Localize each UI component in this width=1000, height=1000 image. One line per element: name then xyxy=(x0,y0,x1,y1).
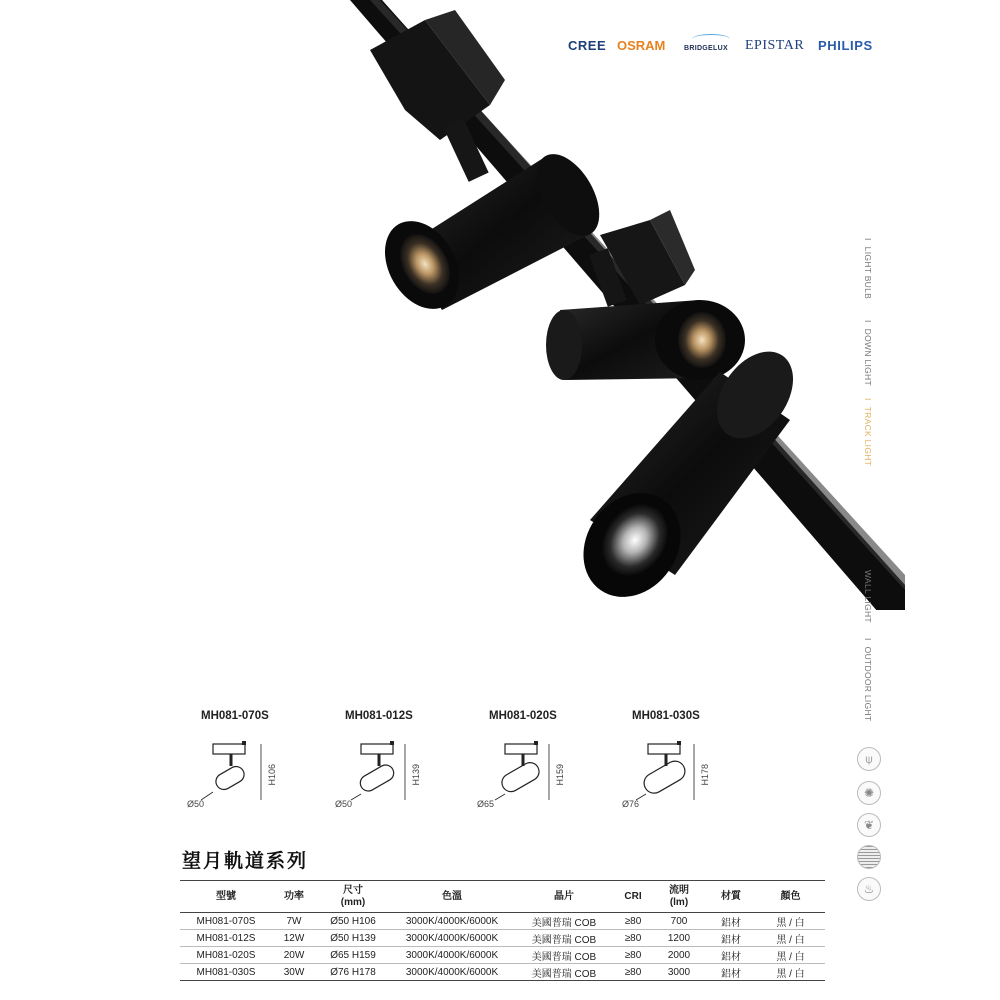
cell-color: 黑 / 白 xyxy=(756,964,825,981)
nav-item-outdoor-light[interactable]: IOUTDOOR LIGHT xyxy=(863,638,873,722)
cell-cri: ≥80 xyxy=(614,964,652,981)
dimmer-icon: ⍦ xyxy=(857,747,881,771)
header-power: 功率 xyxy=(272,881,316,913)
cell-model: MH081-070S xyxy=(180,913,272,930)
cell-color: 黑 / 白 xyxy=(756,930,825,947)
sun-icon: ✺ xyxy=(857,781,881,805)
cell-cct: 3000K/4000K/6000K xyxy=(390,947,514,964)
osram-logo: OSRAM xyxy=(617,38,666,53)
cree-logo: CREE xyxy=(568,38,607,53)
philips-logo: PHILIPS xyxy=(818,38,873,53)
cell-size: Ø50 H106 xyxy=(316,913,390,930)
cell-power: 12W xyxy=(272,930,316,947)
grille-icon xyxy=(857,845,881,869)
cell-chip: 美國普瑞 COB xyxy=(514,930,614,947)
series-title: 望月軌道系列 xyxy=(182,850,309,872)
model-name: MH081-030S xyxy=(632,710,700,722)
cell-model: MH081-012S xyxy=(180,930,272,947)
track-adapter-middle xyxy=(589,210,695,307)
cell-cri: ≥80 xyxy=(614,913,652,930)
header-size xyxy=(316,881,390,913)
cell-color: 黑 / 白 xyxy=(756,947,825,964)
spotlight-middle xyxy=(546,300,745,380)
cell-power: 30W xyxy=(272,964,316,981)
cell-cct: 3000K/4000K/6000K xyxy=(390,930,514,947)
cell-flux: 3000 xyxy=(652,964,706,981)
cell-chip: 美國普瑞 COB xyxy=(514,964,614,981)
model-card-2 xyxy=(335,708,465,813)
height-label: H106 xyxy=(267,764,277,786)
header-model: 型號 xyxy=(180,881,272,913)
header-flux-line2: (lm) xyxy=(669,896,689,908)
table-row xyxy=(180,947,825,964)
leaf-icon: ❦ xyxy=(857,813,881,837)
cell-power: 7W xyxy=(272,913,316,930)
cell-cri: ≥80 xyxy=(614,947,652,964)
table-row xyxy=(180,930,825,947)
cell-size: Ø76 H178 xyxy=(316,964,390,981)
cell-size: Ø65 H159 xyxy=(316,947,390,964)
nav-item-label: DOWN LIGHT xyxy=(863,328,873,386)
diameter-label: Ø50 xyxy=(187,799,205,809)
cell-material: 鋁材 xyxy=(706,964,756,981)
nav-item-label: TRACK LIGHT xyxy=(863,406,873,467)
cell-power: 20W xyxy=(272,947,316,964)
spotlight-upper xyxy=(370,144,612,323)
diameter-label: Ø65 xyxy=(477,799,495,809)
cell-flux: 1200 xyxy=(652,930,706,947)
header-size-line1: 尺寸 xyxy=(343,884,363,896)
cell-color: 黑 / 白 xyxy=(756,913,825,930)
nav-item-down-light[interactable]: IDOWN LIGHT xyxy=(863,320,873,386)
epistar-logo: EPISTAR xyxy=(745,38,805,53)
cell-flux: 2000 xyxy=(652,947,706,964)
cell-chip: 美國普瑞 COB xyxy=(514,947,614,964)
header-size-line2: (mm) xyxy=(340,896,366,908)
cell-material: 鋁材 xyxy=(706,930,756,947)
cell-material: 鋁材 xyxy=(706,947,756,964)
cell-cct: 3000K/4000K/6000K xyxy=(390,964,514,981)
height-label: H159 xyxy=(555,764,565,786)
cell-flux: 700 xyxy=(652,913,706,930)
model-card-4 xyxy=(622,708,752,813)
track-light-hero-image xyxy=(330,0,905,610)
header-material: 材質 xyxy=(706,881,756,913)
header-flux xyxy=(652,881,706,913)
cell-chip: 美國普瑞 COB xyxy=(514,913,614,930)
header-color: 顏色 xyxy=(756,881,825,913)
flame-icon: ♨ xyxy=(857,877,881,901)
table-row xyxy=(180,913,825,930)
model-card-1 xyxy=(187,708,321,813)
cell-cct: 3000K/4000K/6000K xyxy=(390,913,514,930)
nav-item-wall-light[interactable] xyxy=(863,570,873,623)
nav-item-track-light[interactable]: ITRACK LIGHT xyxy=(863,398,873,467)
model-name: MH081-020S xyxy=(489,710,557,722)
feature-icons xyxy=(857,745,885,905)
table-row xyxy=(180,964,825,981)
cell-material: 鋁材 xyxy=(706,913,756,930)
nav-item-label: OUTDOOR LIGHT xyxy=(863,646,873,722)
header-cri: CRI xyxy=(614,881,652,913)
bridgelux-logo-text: BRIDGELUX xyxy=(684,45,728,52)
diameter-label: Ø76 xyxy=(622,799,640,809)
spec-table xyxy=(180,880,825,981)
cell-cri: ≥80 xyxy=(614,930,652,947)
header-chip: 晶片 xyxy=(514,881,614,913)
cell-size: Ø50 H139 xyxy=(316,930,390,947)
model-card-3 xyxy=(477,708,609,813)
diameter-label: Ø50 xyxy=(335,799,353,809)
category-side-nav xyxy=(855,230,885,740)
height-label: H139 xyxy=(411,764,421,786)
cell-model: MH081-030S xyxy=(180,964,272,981)
height-label: H178 xyxy=(700,764,710,786)
nav-item-label: LIGHT BULB xyxy=(863,246,873,300)
model-name: MH081-012S xyxy=(345,710,413,722)
header-flux-line1: 流明 xyxy=(669,884,689,896)
table-header-row xyxy=(180,881,825,913)
model-name: MH081-070S xyxy=(201,710,269,722)
header-cct: 色溫 xyxy=(390,881,514,913)
nav-item-light-bulb[interactable]: ILIGHT BULB xyxy=(863,238,873,300)
nav-item-label: WALL LIGHT xyxy=(863,570,873,623)
cell-model: MH081-020S xyxy=(180,947,272,964)
